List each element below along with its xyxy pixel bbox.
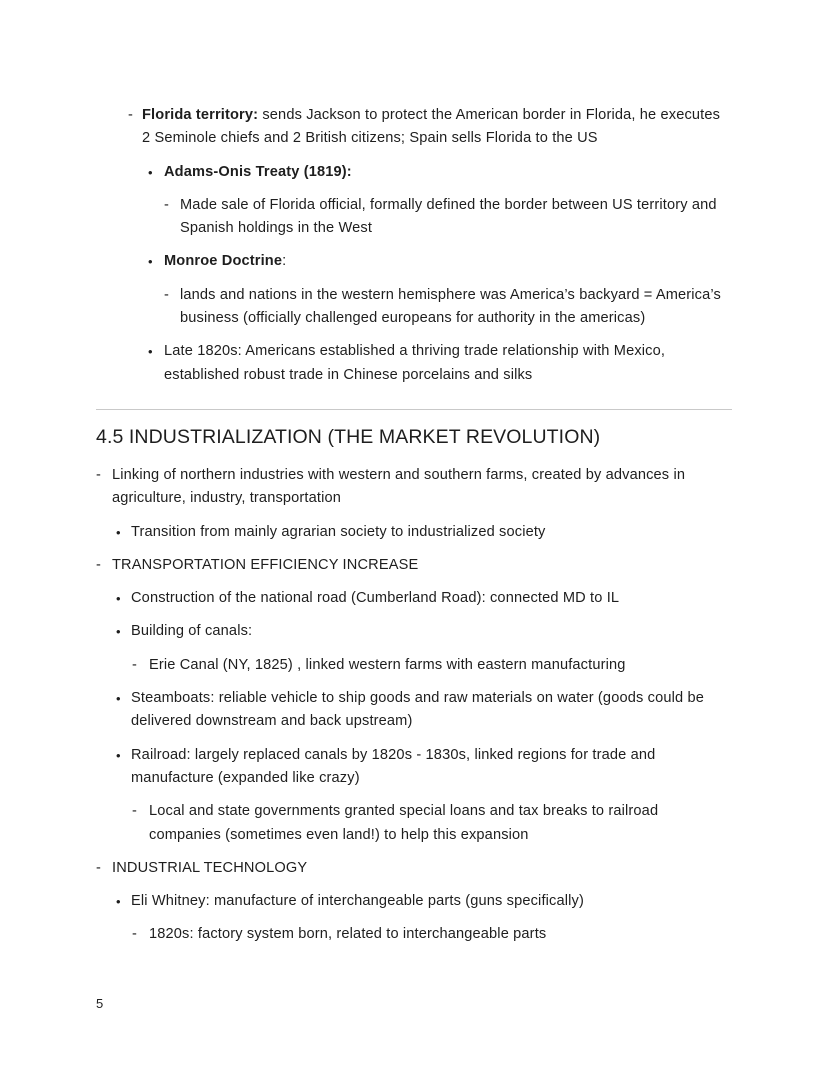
page-number: 5 — [96, 996, 104, 1011]
list-item-text: lands and nations in the western hemisphere was America’s backyard = America’s business (officially challenged europeans for authority in the americas) — [180, 286, 721, 327]
list-item-text: Transition from mainly agrarian society to industrialized society — [131, 523, 546, 540]
list-item-text: INDUSTRIAL TECHNOLOGY — [112, 859, 308, 876]
list-item-lead: Monroe Doctrine — [164, 253, 283, 270]
list-item-text: Railroad: largely replaced canals by 1820s - 1830s, linked regions for trade and manufacture (expanded like crazy) — [131, 746, 656, 786]
bullet-marker: • — [116, 524, 121, 540]
list-item-rest: : — [282, 253, 287, 270]
list-item — [96, 194, 732, 241]
list-item — [96, 654, 732, 677]
list-item-text: Linking of northern industries with western and southern farms, created by advances in agriculture, industry, transportation — [112, 466, 686, 507]
list-item-lead: Adams-Onis Treaty (1819): — [164, 163, 352, 180]
list-item — [96, 554, 732, 577]
list-item-lead: Florida territory: — [142, 107, 259, 123]
bullet-marker: • — [148, 164, 153, 180]
dash-marker: - — [164, 196, 170, 213]
list-item — [96, 587, 732, 610]
bullet-marker: • — [116, 624, 121, 640]
list-item-text: Late 1820s: Americans established a thriving trade relationship with Mexico, established robust trade in Chinese porcelains and silks — [164, 343, 666, 383]
dash-marker: - — [132, 803, 138, 820]
dash-marker: - — [96, 556, 102, 573]
list-item — [96, 464, 732, 511]
bullet-marker: • — [148, 254, 153, 270]
list-item-text: Building of canals: — [131, 623, 253, 640]
continued-notes-block — [96, 104, 732, 387]
list-item-text: Eli Whitney: manufacture of interchangeable parts (guns specifically) — [131, 893, 584, 910]
list-item-text — [164, 161, 732, 184]
list-item — [96, 800, 732, 847]
list-item — [96, 744, 732, 791]
bullet-marker: • — [116, 747, 121, 763]
section-divider — [96, 409, 732, 410]
list-item-text: Made sale of Florida official, formally defined the border between US territory and Spanish holdings in the West — [180, 196, 717, 237]
list-item-text — [164, 250, 732, 273]
dash-marker: - — [96, 859, 102, 876]
page-content — [96, 104, 732, 957]
dash-marker: - — [132, 656, 138, 673]
list-item — [96, 284, 732, 331]
list-item — [96, 250, 732, 273]
list-item — [96, 857, 732, 880]
list-item-rest: sends Jackson to protect the American border in Florida, he executes 2 Seminole chiefs and 2 British citizens; Spain sells Florida to the US — [142, 107, 721, 147]
list-item — [96, 620, 732, 643]
list-item-text — [142, 104, 732, 151]
dash-marker: - — [96, 466, 102, 483]
list-item — [96, 521, 732, 544]
list-item — [96, 923, 732, 946]
page-title: 4.5 INDUSTRIALIZATION (THE MARKET REVOLUTION) — [96, 425, 601, 448]
list-item — [96, 687, 732, 734]
list-item-text: Local and state governments granted special loans and tax breaks to railroad companies (sometimes even land!) to help this expansion — [149, 803, 659, 843]
dash-marker: - — [164, 286, 170, 303]
list-item-text: 1820s: factory system born, related to interchangeable parts — [149, 926, 547, 943]
bullet-marker: • — [116, 691, 121, 707]
list-item-text: Erie Canal (NY, 1825) , linked western farms with eastern manufacturing — [149, 656, 626, 673]
dash-marker: - — [132, 926, 138, 943]
list-item — [96, 104, 732, 151]
list-item — [96, 340, 732, 387]
list-item — [96, 161, 732, 184]
list-item-text: TRANSPORTATION EFFICIENCY INCREASE — [112, 556, 419, 573]
bullet-marker: • — [116, 591, 121, 607]
list-item — [96, 890, 732, 913]
bullet-marker: • — [148, 344, 153, 360]
dash-marker: - — [128, 107, 134, 123]
list-item-text: Construction of the national road (Cumberland Road): connected MD to IL — [131, 590, 620, 607]
list-item-text: Steamboats: reliable vehicle to ship goods and raw materials on water (goods could be delivered downstream and back upstream) — [131, 690, 704, 730]
bullet-marker: • — [116, 894, 121, 910]
section-notes-block — [96, 464, 732, 947]
